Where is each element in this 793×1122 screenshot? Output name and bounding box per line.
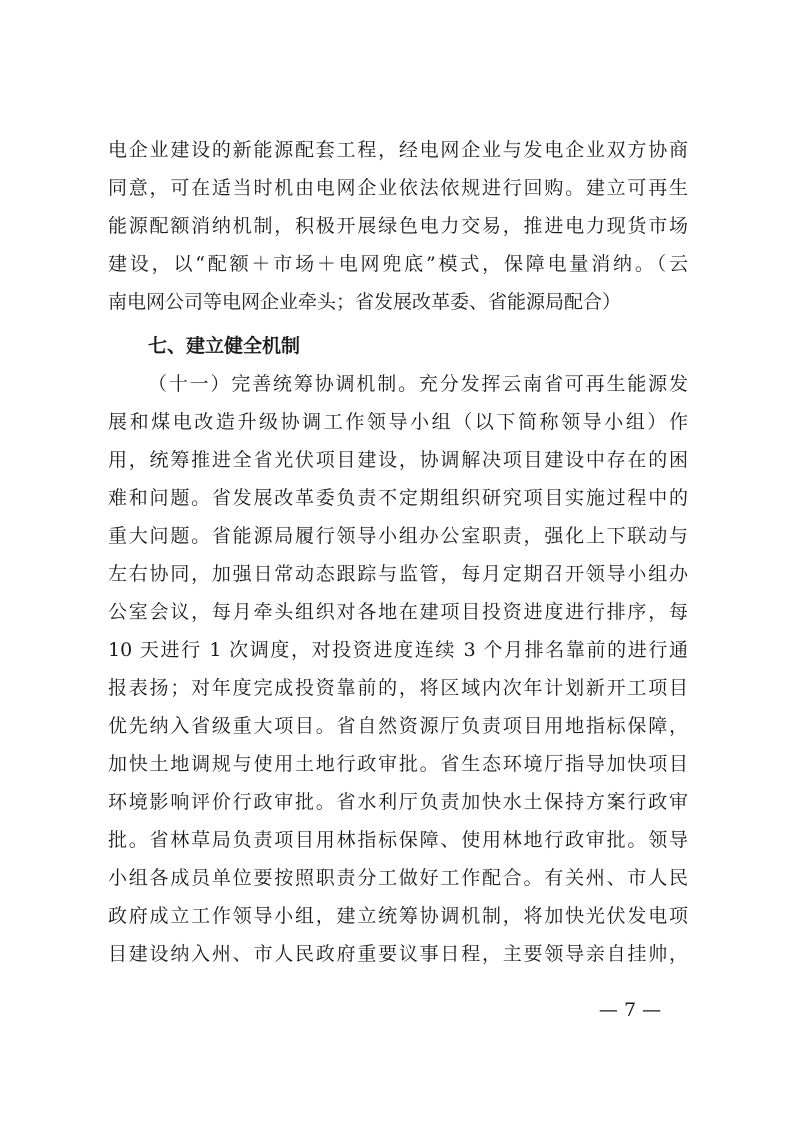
paragraph-line: 建设，以“配额＋市场＋电网兜底”模式，保障电量消纳。（云 (108, 253, 688, 275)
paragraph-line: 报表扬；对年度完成投资靠前的，将区域内次年计划新开工项目 (108, 677, 688, 699)
paragraph-line: 环境影响评价行政审批。省水利厅负责加快水土保持方案行政审 (108, 791, 688, 813)
paragraph-line: 用，统筹推进全省光伏项目建设，协调解决项目建设中存在的困 (108, 449, 688, 471)
paragraph-line: 重大问题。省能源局履行领导小组办公室职责，强化上下联动与 (108, 525, 688, 547)
paragraph-line: 能源配额消纳机制，积极开展绿色电力交易，推进电力现货市场 (108, 215, 688, 237)
paragraph-line: 目建设纳入州、市人民政府重要议事日程，主要领导亲自挂帅， (108, 943, 688, 965)
paragraph-line: 批。省林草局负责项目用林指标保障、使用林地行政审批。领导 (108, 829, 688, 851)
paragraph-line: 加快土地调规与使用土地行政审批。省生态环境厅指导加快项目 (108, 753, 688, 775)
paragraph-line: 难和问题。省发展改革委负责不定期组织研究项目实施过程中的 (108, 487, 688, 509)
paragraph-line: 南电网公司等电网企业牵头；省发展改革委、省能源局配合） (108, 291, 622, 313)
paragraph-line: 公室会议，每月牵头组织对各地在建项目投资进度进行排序，每 (108, 601, 688, 623)
paragraph-line: 电企业建设的新能源配套工程，经电网企业与发电企业双方协商 (108, 139, 688, 161)
paragraph-line: 优先纳入省级重大项目。省自然资源厅负责项目用地指标保障， (108, 715, 688, 737)
paragraph-line: 小组各成员单位要按照职责分工做好工作配合。有关州、市人民 (108, 867, 688, 889)
paragraph-line: 展和煤电改造升级协调工作领导小组（以下简称领导小组）作 (108, 411, 688, 433)
paragraph-line: 左右协同，加强日常动态跟踪与监管，每月定期召开领导小组办 (108, 563, 688, 585)
section-heading: 七、建立健全机制 (148, 335, 301, 357)
paragraph-line: 10 天进行 1 次调度，对投资进度连续 3 个月排名靠前的进行通 (108, 639, 688, 661)
paragraph-line: （十一）完善统筹协调机制。充分发挥云南省可再生能源发 (148, 373, 688, 395)
paragraph-line: 同意，可在适当时机由电网企业依法依规进行回购。建立可再生 (108, 177, 688, 199)
page-number: — 7 — (598, 999, 662, 1021)
paragraph-line: 政府成立工作领导小组，建立统筹协调机制，将加快光伏发电项 (108, 905, 688, 927)
